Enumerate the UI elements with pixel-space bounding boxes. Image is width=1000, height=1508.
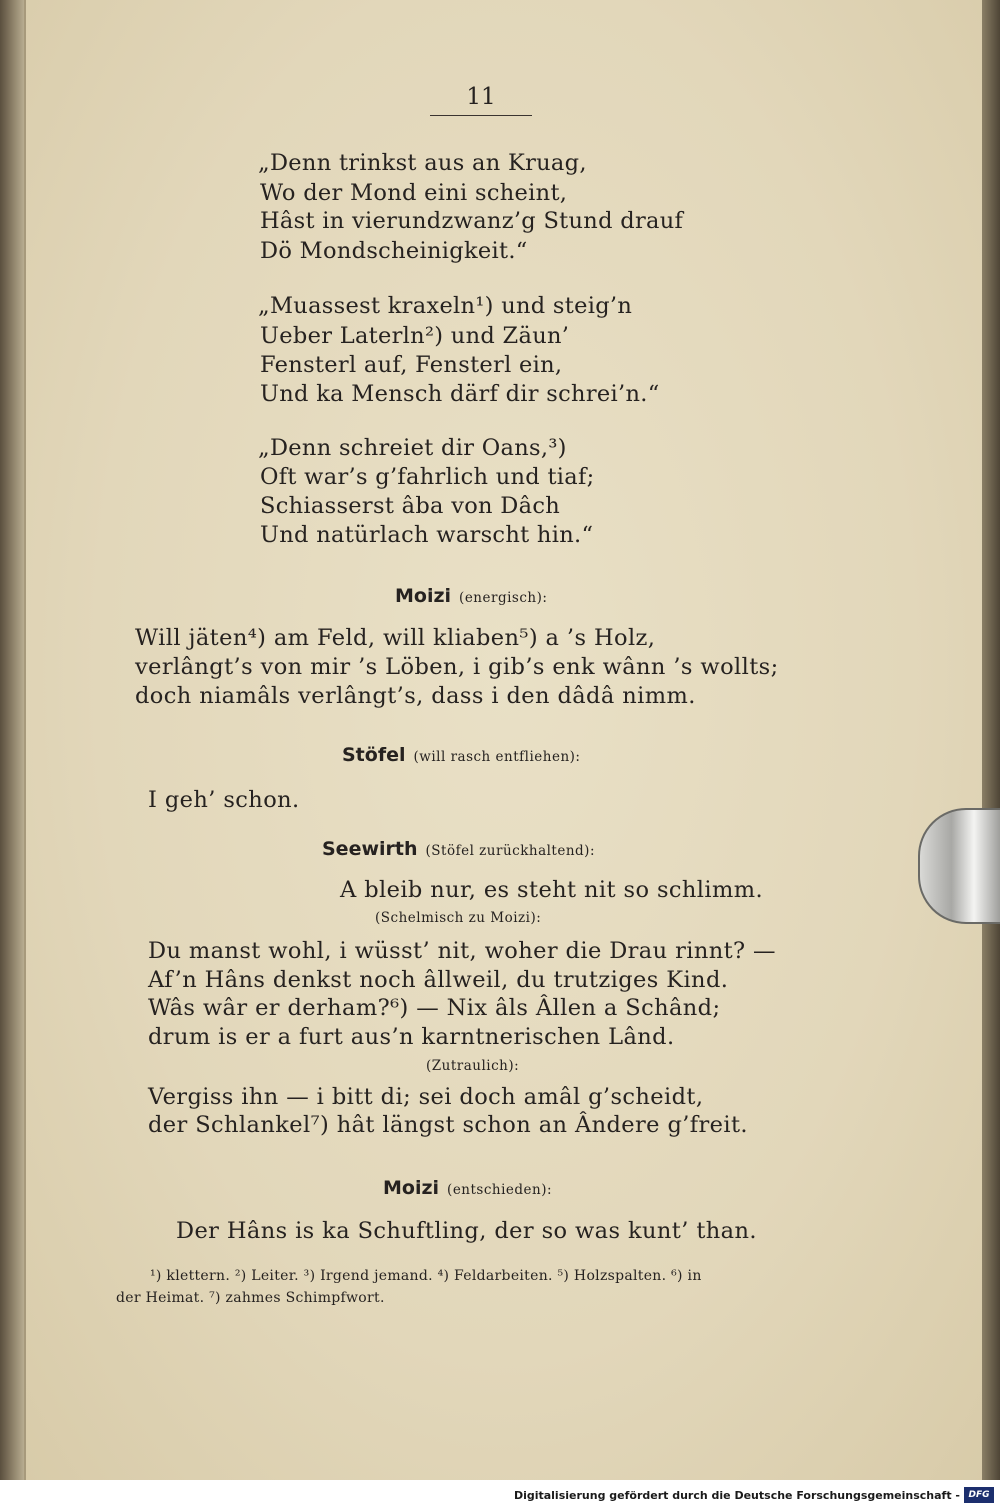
verse-line: Wo der Mond eini scheint, bbox=[260, 180, 568, 206]
speech-line: Will jäten⁴) am Feld, will kliaben⁵) a ’s Holz, bbox=[135, 625, 656, 651]
verse-line: Dö Mondscheinigkeit.“ bbox=[260, 238, 528, 264]
verse-line: „Muassest kraxeln¹) und steig’n bbox=[258, 293, 633, 319]
speaker-name: Stöfel bbox=[342, 744, 406, 766]
stage-direction: (entschieden): bbox=[447, 1182, 553, 1198]
speaker-name: Seewirth bbox=[322, 838, 418, 860]
speech-line: Vergiss ihn — i bitt di; sei doch amâl g’scheidt, bbox=[148, 1084, 704, 1110]
speech-line: drum is er a furt aus’n karntnerischen Lând. bbox=[148, 1024, 675, 1050]
speech-line: Wâs wâr er derham?⁶) — Nix âls Âllen a Schând; bbox=[148, 995, 721, 1021]
stage-direction: (Zutraulich): bbox=[426, 1058, 520, 1074]
speech-line: der Schlankel⁷) hât längst schon an Ândere g’freit. bbox=[148, 1112, 748, 1138]
page-clip bbox=[918, 808, 1000, 924]
speech-line: Af’n Hâns denkst noch âllweil, du trutziges Kind. bbox=[148, 967, 729, 993]
footnote-line: der Heimat. ⁷) zahmes Schimpfwort. bbox=[116, 1290, 385, 1306]
verse-line: „Denn trinkst aus an Kruag, bbox=[258, 150, 587, 176]
verse-line: Schiasserst âba von Dâch bbox=[260, 493, 561, 519]
dfg-logo: DFG bbox=[964, 1487, 994, 1503]
speaker-heading bbox=[395, 585, 547, 607]
verse-line: Fensterl auf, Fensterl ein, bbox=[260, 352, 563, 378]
footnote-line: ¹) klettern. ²) Leiter. ³) Irgend jemand. ⁴) Feldarbeiten. ⁵) Holzspalten. ⁶) in bbox=[150, 1268, 702, 1284]
verse-line: Und natürlach warscht hin.“ bbox=[260, 522, 594, 548]
speech-line: doch niamâls verlângt’s, dass i den dâdâ nimm. bbox=[135, 683, 696, 709]
speech-line: verlângt’s von mir ’s Löben, i gib’s enk wânn ’s wollts; bbox=[135, 654, 779, 680]
stage-direction: (will rasch entfliehen): bbox=[413, 749, 581, 765]
speech-line: A bleib nur, es steht nit so schlimm. bbox=[340, 877, 764, 903]
stage-direction: (Stöfel zurückhaltend): bbox=[425, 843, 596, 859]
speaker-heading bbox=[342, 744, 580, 766]
page-number-rule bbox=[430, 115, 532, 116]
page-number: 11 bbox=[466, 84, 496, 110]
verse-line: Oft war’s g’fahrlich und tiaf; bbox=[260, 464, 595, 490]
footer-credit: Digitalisierung gefördert durch die Deutsche Forschungsgemeinschaft - bbox=[513, 1489, 960, 1502]
speaker-name: Moizi bbox=[395, 585, 452, 607]
speaker-heading bbox=[383, 1177, 552, 1199]
speaker-heading bbox=[322, 838, 595, 860]
speech-line: Du manst wohl, i wüsst’ nit, woher die Drau rinnt? — bbox=[148, 938, 776, 964]
verse-line: Hâst in vierundzwanz’g Stund drauf bbox=[260, 208, 684, 234]
speech-line: I geh’ schon. bbox=[148, 787, 300, 813]
speaker-name: Moizi bbox=[383, 1177, 440, 1199]
stage-direction: (energisch): bbox=[459, 590, 548, 606]
verse-line: Ueber Laterln²) und Zäun’ bbox=[260, 323, 570, 349]
stage-direction: (Schelmisch zu Moizi): bbox=[375, 910, 542, 926]
verse-line: „Denn schreiet dir Oans,³) bbox=[258, 435, 567, 461]
right-page-edge bbox=[982, 0, 1000, 1480]
verse-line: Und ka Mensch därf dir schrei’n.“ bbox=[260, 381, 660, 407]
speech-line: Der Hâns is ka Schuftling, der so was kunt’ than. bbox=[176, 1218, 757, 1244]
